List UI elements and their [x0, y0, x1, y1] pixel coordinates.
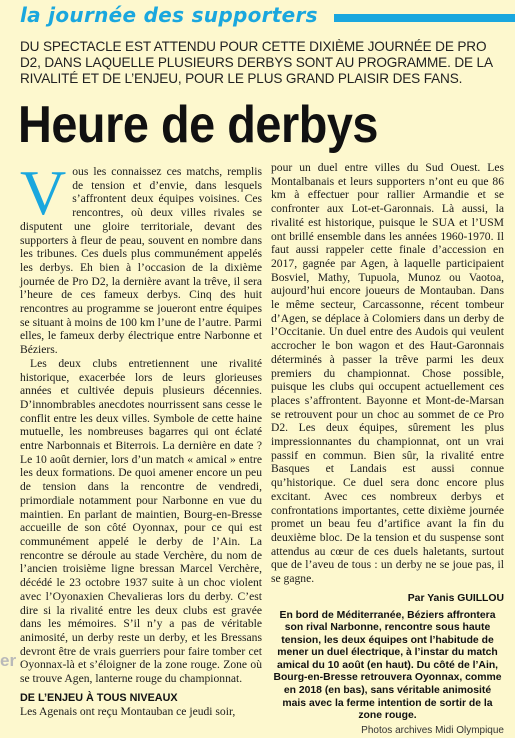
- photo-credit: Photos archives Midi Olympique: [361, 724, 504, 736]
- paragraph-text: ous les connaissez ces matchs, remplis de tension et d’envie, dans lesquels s’affrontent deux équipes voisines. Ces rencontres, où deux villes rivales se disputent une gloire territoriale, devant des supporters à fleur de peau, souvent en nombre dans les tribunes. Ces duels plus communément appelés les derbys. Eh bien à l’occasion de la dixième journée de Pro D2, la dernière avant la trêve, il sera l’heure de ces fameux derbys. Cinq des huit rencontres au programme se joueront entre équipes se situant à moins de 100 km l’une de l’autre. Parmi elles, le fameux derby électrique entre Narbonne et Béziers.: [20, 165, 262, 357]
- article-paragraph: Les deux clubs entretiennent une rivalité historique, exacerbée lors de leurs glorieuses années et cultivée depuis plusieurs décennies. D’innombrables anecdotes nourrissent sans cesse le conflit entre les deux villes. Symbole de cette haine mutuelle, les nombreuses bagarres qui ont éclaté entre Narbonnais et Biterrois. La dernière en date ? Le 10 août dernier, lors d’un match « amical » entre les deux formations. De quoi amener encore un peu de tension dans la rencontre de vendredi, primordiale notamment pour Narbonne en vue du maintien. En parlant de maintien, Bourg-en-Bresse accueille de son côté Oyonnax, pour ce qui est communément appelé le derby de l’Ain. La rencontre se déroule au stade Verchère, du nom de l’ancien troisième ligne bressan Marcel Verchère, décédé le 23 octobre 1937 suite à un choc violent avec l’Oyonaxien Chevalieras lors du derby. C’est dire si la rivalité entre les deux clubs est gravée dans les mémoires. S’il n’y a pas de véritable animosité, un derby reste un derby, et les Bressans devront être de vrais guerriers pour faire tomber cet Oyonnax-là et s’éloigner de la zone rouge. Zone où se trouve Agen, lanterne rouge du championnat.: [20, 356, 262, 686]
- rubric-rule: [334, 14, 515, 22]
- article-paragraph: Les Agenais ont reçu Montauban ce jeudi soir,: [20, 704, 236, 718]
- article-column-left: [20, 157, 262, 718]
- rubric-title: la journée des supporters: [20, 3, 318, 27]
- article-paragraph: pour un duel entre villes du Sud Ouest. Les Montalbanais et leurs supporters n’ont eu que 86 km à effectuer pour rallier Armandie et se confronter aux Lot-et-Garonnais. Là aussi, la rivalité est historique, puisque le SUA et l’USM ont brillé ensemble dans les années 1960-1970. Il faut aussi rappeler cette finale d’accession en 2017, gagnée par Agen, à laquelle participaient Bosviel, Mathy, Tupuola, Munoz ou Vaotoa, aujourd’hui encore joueurs de Montauban. Dans le même secteur, Carcassonne, récent tombeur d’Agen, se déplace à Colomiers dans un derby de l’Occitanie. Un duel entre des Audois qui veulent accrocher le bon wagon et des Haut-Garonnais déterminés à passer la trêve parmi les deux premiers du championnat. Chose possible, puisque les clubs qui occupent actuellement ces places s’affrontent. Bayonne et Mont-de-Marsan se retrouvent pour un choc au sommet de ce Pro D2. Les deux équipes, sûrement les plus impressionnantes du championnat, ont un vrai passif en commun. Bien sûr, la rivalité entre Basques et Landais est aussi connue qu’historique. Ce duel sera donc encore plus excitant. Avec ces nombreux derbys et confrontations importantes, cette dixième journée promet un beau feu d’artifice avant la fin du deuxième bloc. De la tension et du suspense sont attendus au cœur de ces duels haletants, surtout que de l’aveu de tous : un derby ne se joue pas, il se gagne.: [271, 161, 504, 586]
- article-column-right: [271, 161, 504, 738]
- article-lead: DU SPECTACLE EST ATTENDU POUR CETTE DIXIÈME JOURNÉE DE PRO D2, DANS LAQUELLE PLUSIEURS DERBYS SONT AU PROGRAMME. DE LA RIVALITÉ ET DE L’ENJEU, POUR LE PLUS GRAND PLAISIR DES FANS.: [20, 39, 493, 87]
- photo-caption: En bord de Méditerranée, Béziers affrontera son rival Narbonne, rencontre sous haute tension, les deux équipes ont l’habitude de mener un duel électrique, à l’instar du match amical du 10 août (en haut). Du côté de l’Ain, Bourg-en-Bresse retrouvera Oyonnax, comme en 2018 (en bas), sans véritable animosité mais avec la ferme intention de sortir de la zone rouge.: [273, 609, 502, 722]
- article-headline: Heure de derbys: [18, 96, 378, 154]
- page-edge-text: er: [0, 651, 17, 670]
- article-subhead: DE L’ENJEU À TOUS NIVEAUX: [20, 691, 178, 704]
- drop-cap: V: [20, 157, 67, 228]
- section-rubric: [0, 0, 515, 34]
- article-paragraph: [20, 157, 262, 357]
- article-byline: Par Yanis GUILLOU: [407, 592, 504, 604]
